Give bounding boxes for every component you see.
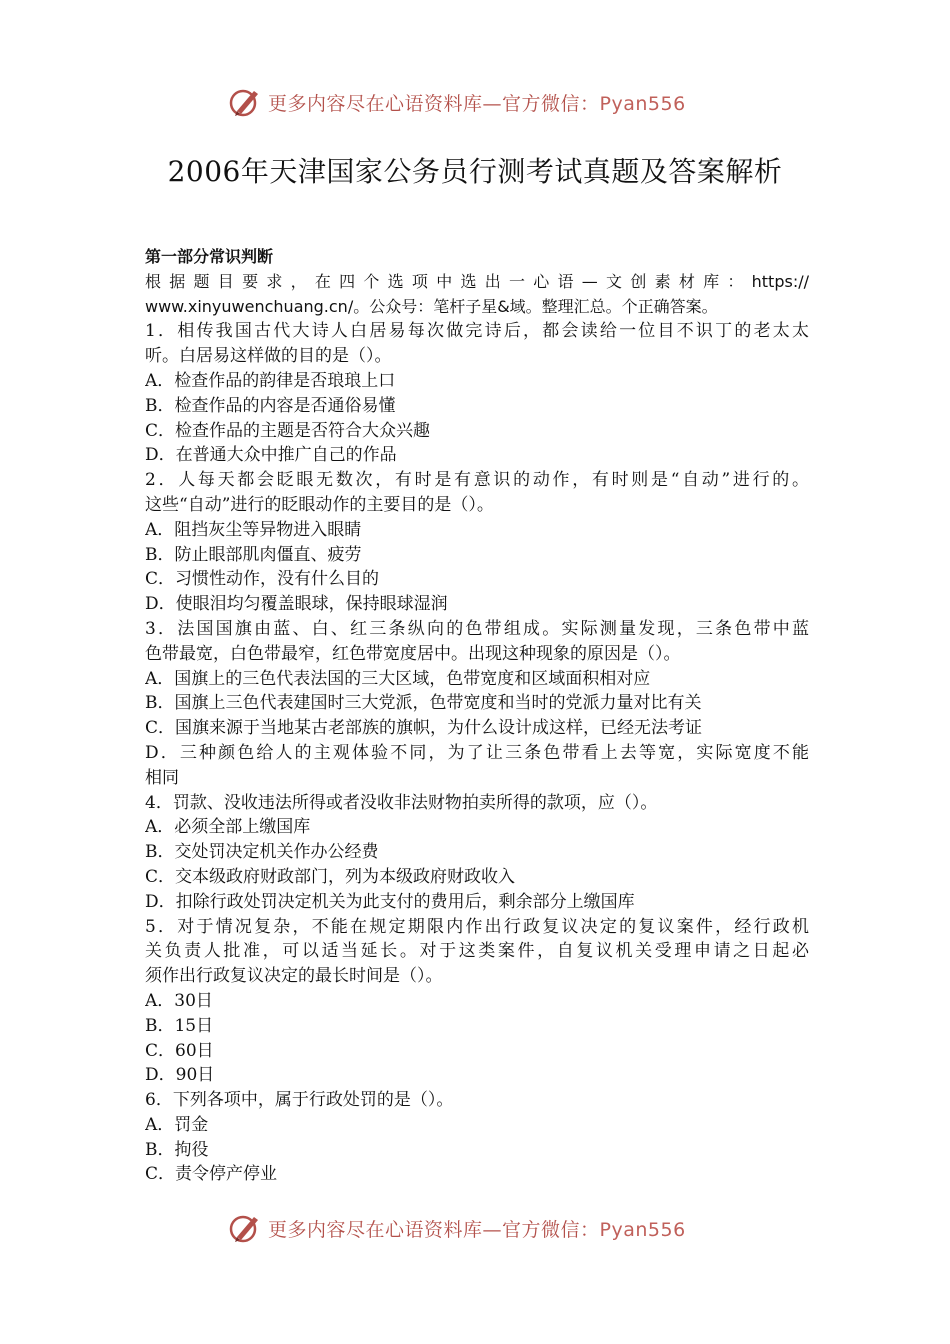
section-heading: 第一部分常识判断 bbox=[145, 247, 274, 266]
text-line: C．60日 bbox=[145, 1040, 214, 1061]
text-line: A．检查作品的韵律是否琅琅上口 bbox=[145, 370, 396, 391]
footer-banner bbox=[228, 1210, 708, 1246]
question-lines bbox=[145, 270, 809, 1187]
text-line: 4．罚款、没收违法所得或者没收非法财物拍卖所得的款项，应（）。 bbox=[145, 792, 658, 813]
text-line: B．防止眼部肌肉僵直、疲劳 bbox=[145, 544, 362, 565]
text-line: 这些“自动”进行的眨眼动作的主要目的是（）。 bbox=[145, 494, 494, 515]
text-line: B．国旗上三色代表建国时三大党派，色带宽度和当时的党派力量对比有关 bbox=[145, 693, 702, 714]
document-body bbox=[145, 245, 809, 1187]
banner-text: 更多内容尽在心语资料库—官方微信：Pyan556 bbox=[268, 1218, 686, 1241]
text-line: 色带最宽，白色带最窄，红色带宽度居中。出现这种现象的原因是（）。 bbox=[145, 643, 681, 664]
text-line: D．使眼泪均匀覆盖眼球，保持眼球湿润 bbox=[145, 594, 448, 615]
text-line: D．三种颜色给人的主观体验不同，为了让三条色带看上去等宽，实际宽度不能 bbox=[145, 742, 809, 763]
text-line: B．15日 bbox=[145, 1015, 214, 1036]
text-line: C．交本级政府财政部门，列为本级政府财政收入 bbox=[145, 866, 516, 887]
text-line: A．30日 bbox=[145, 990, 213, 1011]
text-line: 6．下列各项中，属于行政处罚的是（）。 bbox=[145, 1090, 454, 1111]
banner-text: 更多内容尽在心语资料库—官方微信：Pyan556 bbox=[268, 92, 686, 115]
text-line: 5．对于情况复杂，不能在规定期限内作出行政复议决定的复议案件，经行政机 bbox=[145, 916, 809, 937]
text-line: A．阻挡灰尘等异物进入眼睛 bbox=[145, 519, 362, 540]
header-banner bbox=[228, 84, 708, 120]
text-line: 听。白居易这样做的目的是（）。 bbox=[145, 346, 392, 367]
text-line: C．国旗来源于当地某古老部族的旗帜，为什么设计成这样，已经无法考证 bbox=[145, 718, 703, 739]
text-line: 2．人每天都会眨眼无数次，有时是有意识的动作，有时则是“自动”进行的。 bbox=[145, 470, 809, 491]
text-line: 须作出行政复议决定的最长时间是（）。 bbox=[145, 966, 443, 987]
text-line: 根据题目要求，在四个选项中选出一心语—文创素材库：https:// bbox=[145, 271, 809, 291]
text-line: B．交处罚决定机关作办公经费 bbox=[145, 842, 379, 863]
text-line: www.xinyuwenchuang.cn/。公众号：笔杆子星&域。整理汇总。个正确答案。 bbox=[145, 296, 718, 316]
text-line: D．90日 bbox=[145, 1065, 215, 1086]
text-line: B．检查作品的内容是否通俗易懂 bbox=[145, 395, 396, 416]
text-line: C．检查作品的主题是否符合大众兴趣 bbox=[145, 420, 431, 441]
text-line: D．扣除行政处罚决定机关为此支付的费用后，剩余部分上缴国库 bbox=[145, 891, 635, 912]
text-line: 相同 bbox=[145, 767, 179, 788]
text-line: A．必须全部上缴国库 bbox=[145, 817, 311, 838]
pen-logo-icon bbox=[228, 85, 262, 119]
wechat-id: Pyan556 bbox=[599, 1218, 686, 1241]
wechat-id: Pyan556 bbox=[599, 92, 686, 115]
text-line: C．责令停产停业 bbox=[145, 1164, 278, 1185]
text-line: B．拘役 bbox=[145, 1139, 209, 1160]
text-line: 关负责人批准，可以适当延长。对于这类案件，自复议机关受理申请之日起必 bbox=[145, 941, 809, 962]
text-line: 1．相传我国古代大诗人白居易每次做完诗后，都会读给一位目不识丁的老太太 bbox=[145, 321, 809, 342]
pen-logo-icon bbox=[228, 1211, 262, 1245]
text-line: A．罚金 bbox=[145, 1114, 209, 1135]
page-title: 2006年天津国家公务员行测考试真题及答案解析 bbox=[167, 155, 783, 188]
text-line: 3．法国国旗由蓝、白、红三条纵向的色带组成。实际测量发现，三条色带中蓝 bbox=[145, 618, 809, 639]
text-line: D．在普通大众中推广自己的作品 bbox=[145, 445, 397, 466]
text-line: A．国旗上的三色代表法国的三大区域，色带宽度和区域面积相对应 bbox=[145, 668, 651, 689]
text-line: C．习惯性动作，没有什么目的 bbox=[145, 569, 380, 590]
